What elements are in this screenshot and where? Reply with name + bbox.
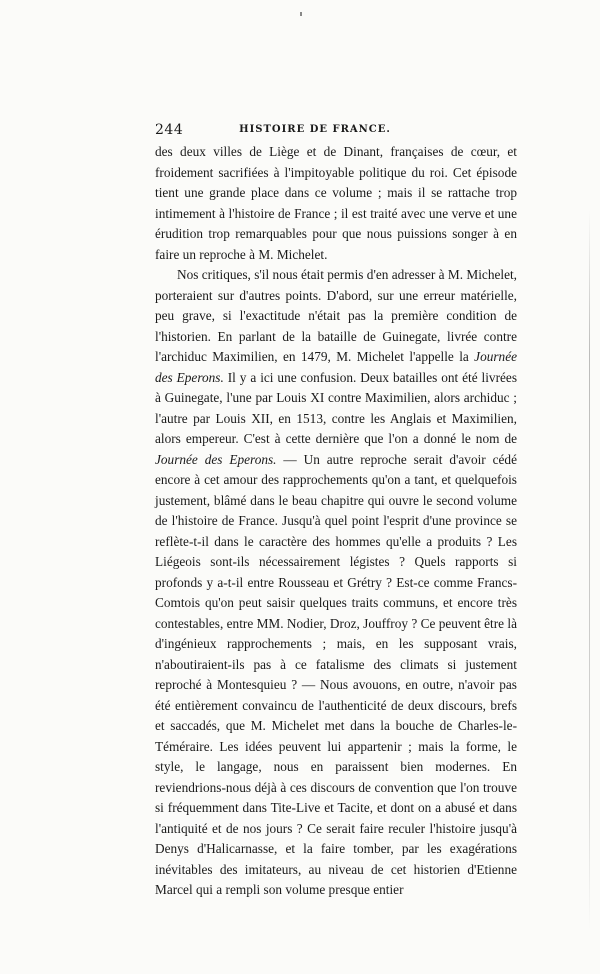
paragraph-2-part-b: Il y a ici une confusion. Deux batailles ont été livrées à Guinegate, l'une par Louis XI contre Maximilien, alors archiduc ; l'autre par Louis XII, en 1513, contre les Anglais et Maximilien, alors empereur. C'est à cette dernière que l'on a donné le nom de [155, 369, 517, 446]
running-head: HISTOIRE DE FRANCE. [239, 124, 391, 135]
paragraph-2-part-c: — Un autre reproche serait d'avoir cédé encore à cet amour des rapprochements qu'on a tant, et quelquefois justement, blâmé dans le beau chapitre qui ouvre le second volume de l'histoire de France. Jusqu'à quel point l'esprit d'une province se reflète-t-il dans le caractère des hommes qu'elle a produits ? Les Liégeois sont-ils nécessairement légistes ? Quels rapports si profonds y a-t-il entre Rousseau et Grétry ? Est-ce comme Francs-Comtois qu'on peut saisir quelques traits communs, et encore très contestables, entre MM. Nodier, Droz, Jouffroy ? Ce peuvent être là d'ingénieux rapprochements ; mais, en les supposant vrais, n'aboutiraient-ils pas à ce fatalisme des climats si justement reproché à Montesquieu ? — Nous avouons, en outre, n'avoir pas été entièrement convaincu de l'authenticité de deux discours, brefs et saccadés, que M. Michelet met dans la bouche de Charles-le-Téméraire. Les idées peuvent lui appartenir ; mais la forme, le style, le langage, nous en paraissent bien modernes. En reviendrions-nous déjà à ces discours de convention que l'on trouve si fréquemment dans Tite-Live et Tacite, et dont on a abusé et dans l'antiquité et de nos jours ? Ce serait faire reculer l'histoire jusqu'à Denys d'Halicarnasse, et la faire tomber, par les exagérations inévitables des imitateurs, au niveau de cet historien d'Etienne Marcel qui a rempli son volume presque entier [155, 451, 517, 897]
italic-journee-des-eperons-1: Journée des Eperons. [155, 349, 517, 385]
body-text [155, 142, 517, 901]
italic-journee-des-eperons-2: Journée des Eperons. [155, 451, 277, 467]
page-header [155, 122, 475, 138]
paragraph-2 [155, 265, 517, 901]
paragraph-2-part-a: Nos critiques, s'il nous était permis d'en adresser à M. Michelet, porteraient sur d'autres points. D'abord, sur une erreur matérielle, peu grave, si l'exactitude n'était pas la première condition de l'historien. En parlant de la bataille de Guinegate, livrée contre l'archiduc Maximilien, en 1479, M. Michelet l'appelle la [155, 267, 517, 364]
scan-mark [300, 12, 302, 16]
page-number: 244 [155, 122, 184, 138]
paragraph-1: des deux villes de Liège et de Dinant, françaises de cœur, et froidement sacrifiées à l'impitoyable politique du roi. Cet épisode tient une grande place dans ce volume ; mais il se rattache trop intimement à l'histoire de France ; il est traité avec une verve et une érudition trop remarquables pour que nous puissions songer à en faire un reproche à M. Michelet. [155, 144, 517, 262]
page-edge-shadow [589, 210, 590, 930]
